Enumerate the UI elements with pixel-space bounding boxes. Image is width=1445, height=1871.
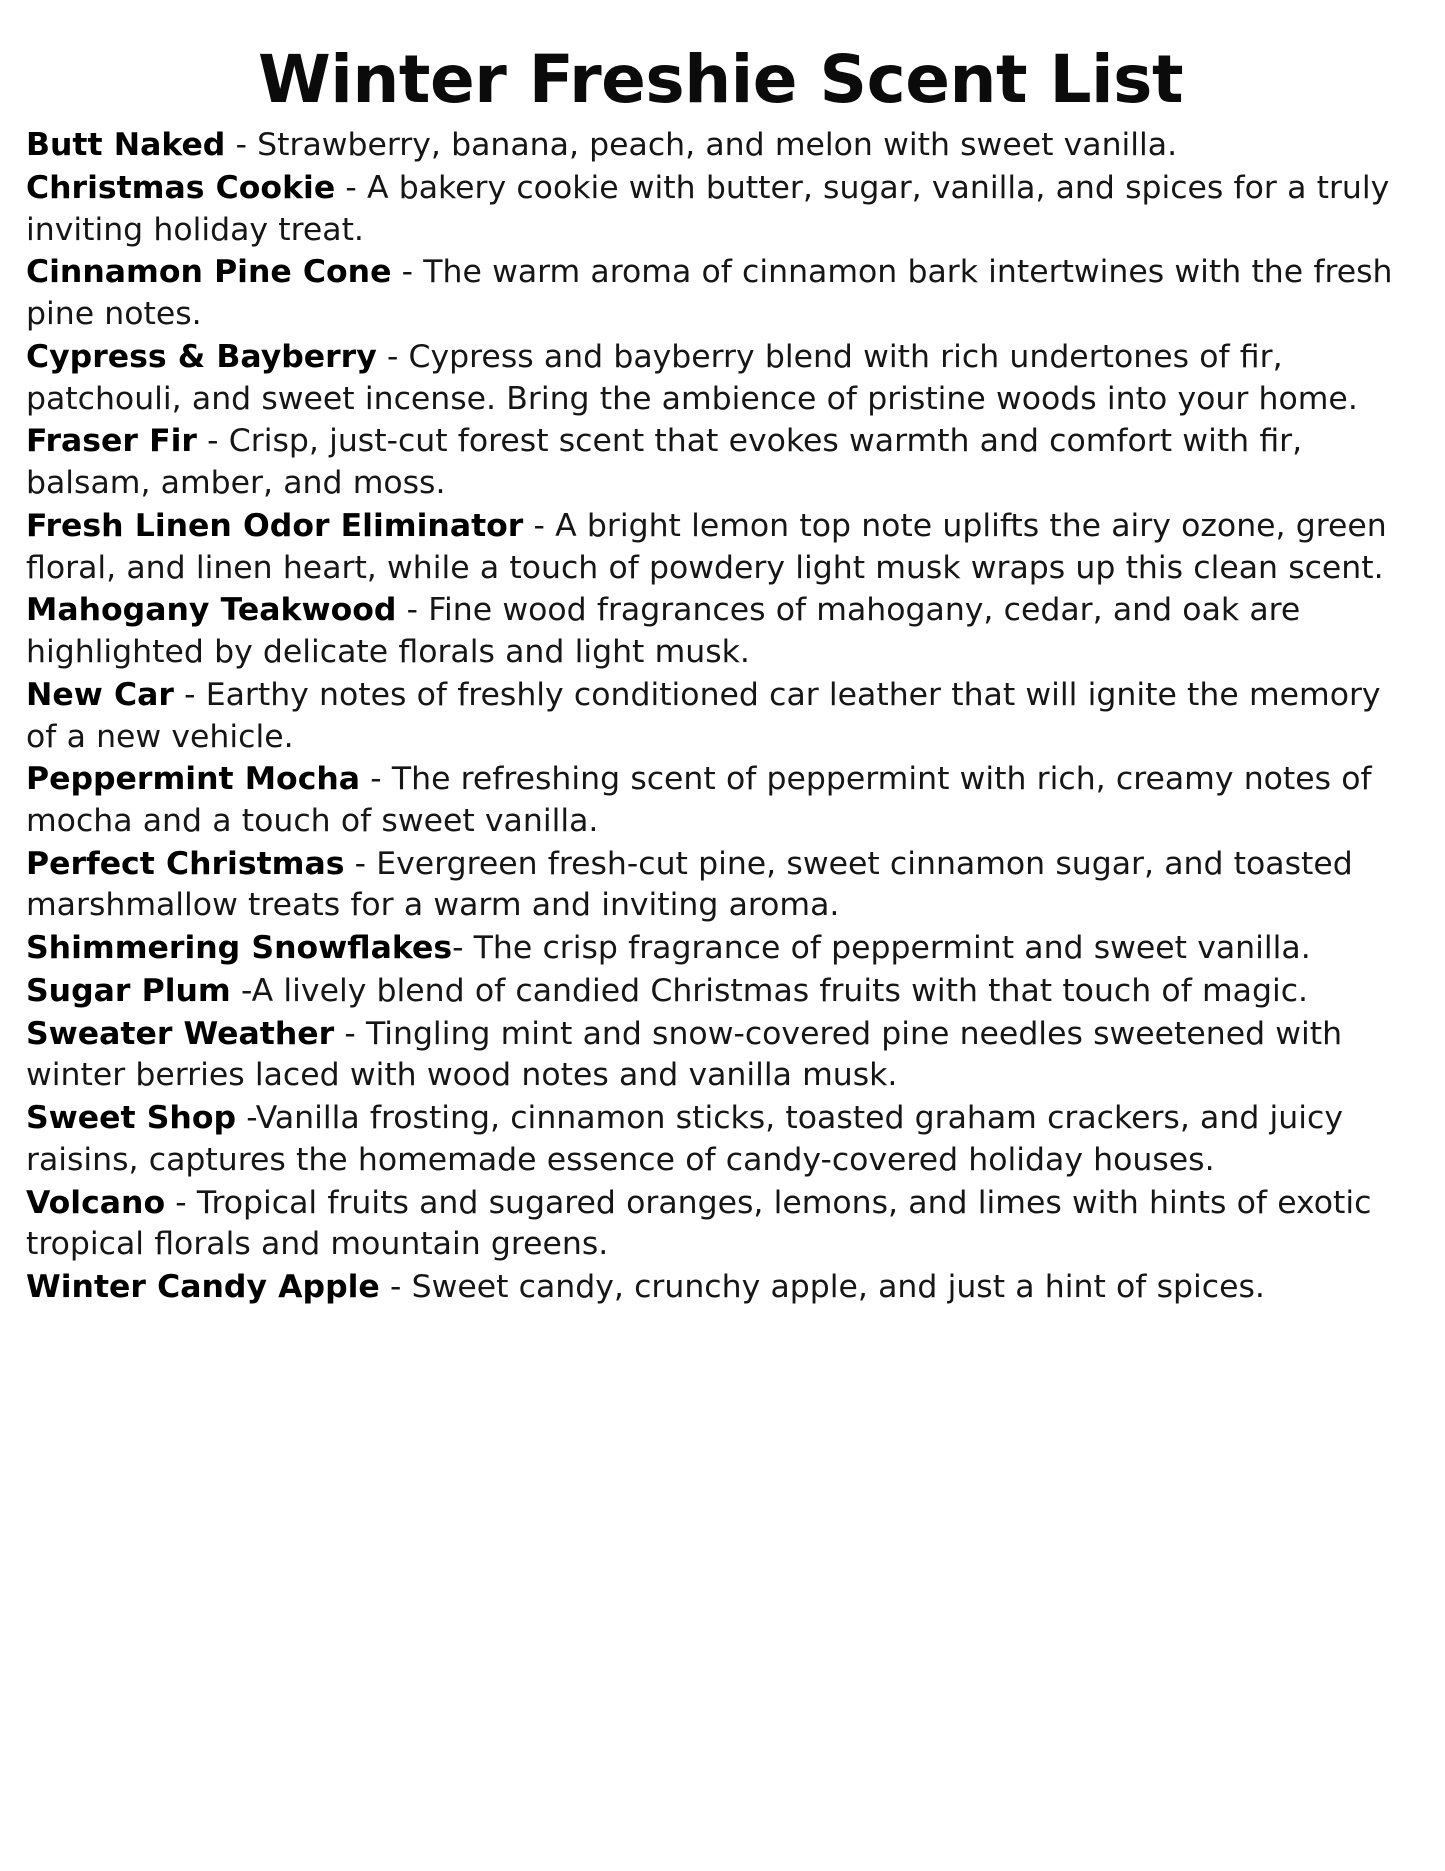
scent-description: A bright lemon top note uplifts the airy ozone, green floral, and linen heart, while a touch of powdery light musk wraps up this clean scent. [26,507,1387,586]
list-item [26,1014,1415,1097]
list-item [26,590,1415,673]
list-item [26,971,1415,1013]
scent-name: Shimmering Snowflakes [26,930,453,967]
scent-name: New Car [26,676,174,713]
scent-separator: - [379,1269,412,1306]
scent-name: Mahogany Teakwood [26,592,397,629]
scent-separator: - [230,972,252,1009]
scent-description: Strawberry, banana, peach, and melon with sweet vanilla. [257,127,1178,164]
scent-name: Sugar Plum [26,972,231,1009]
scent-separator: - [225,127,258,164]
list-item [26,1098,1415,1181]
list-item [26,506,1415,589]
scent-separator: - [335,170,367,206]
scent-name: Perfect Christmas [26,845,345,882]
scent-name: Fraser Fir [26,423,197,460]
scent-name: Sweater Weather [26,1015,335,1052]
scent-description: The warm aroma of cinnamon bark intertwines with the fresh pine notes. [26,254,1393,333]
scent-description: Fine wood fragrances of mahogany, cedar, and oak are highlighted by delicate florals and light musk. [26,592,1301,671]
scent-name: Winter Candy Apple [26,1269,380,1306]
scent-description: Earthy notes of freshly conditioned car leather that will ignite the memory of a new vehicle. [26,676,1381,755]
scent-description: A lively blend of candied Christmas fruits with that touch of magic. [251,972,1309,1009]
scent-description: A bakery cookie with butter, sugar, vanilla, and spices for a truly inviting holiday treat. [26,170,1390,248]
list-item [26,675,1415,758]
scent-separator: - [173,676,206,713]
scent-separator: - [396,592,429,629]
scent-name: Fresh Linen Odor Eliminator [26,507,524,544]
scent-description: Cypress and bayberry blend with rich undertones of fir, patchouli, and sweet incense. Bring the ambience of pristine woods into your home. [26,338,1358,417]
scent-name: Butt Naked [26,127,226,164]
list-item [26,168,1415,251]
scent-name: Volcano [26,1184,166,1221]
scent-separator: - [523,507,556,544]
scent-separator: - [360,761,392,798]
list-item [26,125,1415,167]
scent-name: Cypress & Bayberry [26,338,377,375]
scent-separator: - [344,845,377,882]
scent-description: Evergreen fresh-cut pine, sweet cinnamon sugar, and toasted marshmallow treats for a warm and inviting aroma. [26,845,1353,924]
scent-description: Sweet candy, crunchy apple, and just a hint of spices. [411,1269,1265,1306]
scent-separator: - [196,423,229,460]
list-item [26,421,1415,504]
list-item [26,759,1415,842]
scent-description: Vanilla frosting, cinnamon sticks, toasted graham crackers, and juicy raisins, captures the homemade essence of candy-covered holiday houses. [26,1100,1343,1178]
scent-description: Tingling mint and snow-covered pine needles sweetened with winter berries laced with wood notes and vanilla musk. [26,1015,1343,1094]
scent-separator: - [236,1100,256,1137]
list-item [26,1267,1415,1309]
scent-description: Tropical fruits and sugared oranges, lemons, and limes with hints of exotic tropical florals and mountain greens. [26,1184,1372,1263]
scent-separator: - [376,338,409,375]
scent-name: Peppermint Mocha [26,761,361,798]
list-item [26,844,1415,927]
list-item [26,1183,1415,1266]
scent-separator: - [391,254,424,291]
scent-separator: - [334,1015,366,1052]
scent-separator: - [165,1184,197,1221]
scent-separator: - [452,930,474,967]
scent-description: The crisp fragrance of peppermint and sweet vanilla. [473,930,1311,967]
list-item [26,337,1415,420]
page-title: Winter Freshie Scent List [257,41,1183,118]
scent-list [26,125,1415,1309]
scent-description: Crisp, just-cut forest scent that evokes warmth and comfort with fir, balsam, amber, and moss. [26,423,1303,502]
scent-name: Christmas Cookie [26,170,336,206]
scent-name: Cinnamon Pine Cone [26,254,392,291]
scent-name: Sweet Shop [26,1100,237,1137]
list-item [26,928,1415,970]
scent-description: The refreshing scent of peppermint with rich, creamy notes of mocha and a touch of sweet vanilla. [26,761,1372,840]
list-item [26,252,1415,335]
